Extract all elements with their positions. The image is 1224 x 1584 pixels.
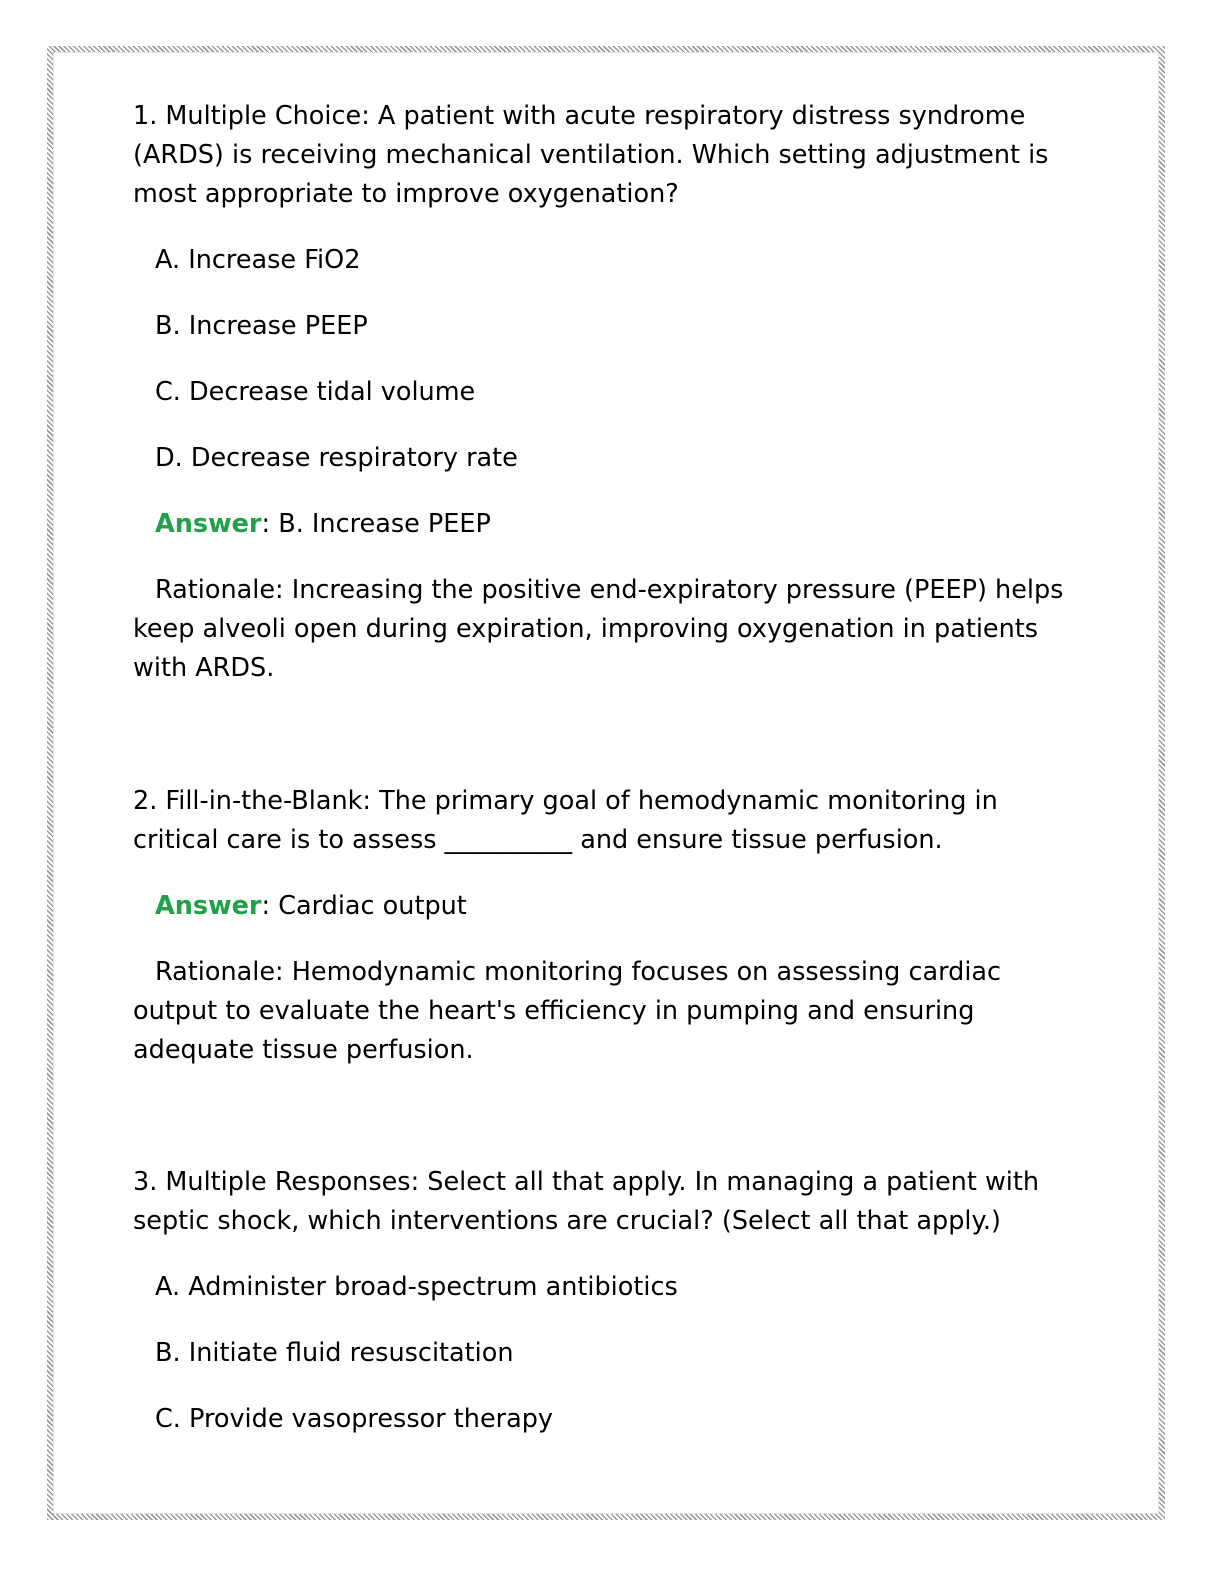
- answer-line: [155, 887, 1083, 926]
- rationale: Rationale: Increasing the positive end-expiratory pressure (PEEP) helps keep alveoli open during expiration, improving oxygenation in patients with ARDS.: [133, 575, 1064, 683]
- answer-label: Answer: [155, 509, 262, 539]
- answer-option: A. Increase FiO2: [155, 245, 361, 275]
- question-stem: 1. Multiple Choice: A patient with acute respiratory distress syndrome (ARDS) is receiving mechanical ventilation. Which setting adjustment is most appropriate to improve oxygenation?: [133, 101, 1049, 209]
- answer-text: : Cardiac output: [261, 891, 467, 921]
- answer-option: B. Increase PEEP: [155, 311, 368, 341]
- answer-option: C. Provide vasopressor therapy: [155, 1404, 554, 1434]
- answer-text: : B. Increase PEEP: [261, 509, 491, 539]
- answer-label: Answer: [155, 891, 262, 921]
- answer-line: [155, 505, 1083, 544]
- question-2: [133, 782, 1083, 1070]
- answer-option: A. Administer broad-spectrum antibiotics: [155, 1272, 678, 1302]
- answer-option: B. Initiate fluid resuscitation: [155, 1338, 514, 1368]
- answer-option: D. Decrease respiratory rate: [155, 443, 518, 473]
- answer-option: C. Decrease tidal volume: [155, 377, 476, 407]
- question-3: [133, 1163, 1083, 1439]
- question-stem: 3. Multiple Responses: Select all that apply. In managing a patient with septic shock, which interventions are crucial? (Select all that apply.): [133, 1167, 1040, 1236]
- question-1: [133, 97, 1083, 688]
- rationale: Rationale: Hemodynamic monitoring focuses on assessing cardiac output to evaluate the heart's efficiency in pumping and ensuring adequate tissue perfusion.: [133, 957, 1002, 1065]
- document-body: [133, 97, 1083, 1439]
- question-stem: 2. Fill-in-the-Blank: The primary goal of hemodynamic monitoring in critical care is to assess __________ and ensure tissue perfusion.: [133, 786, 998, 855]
